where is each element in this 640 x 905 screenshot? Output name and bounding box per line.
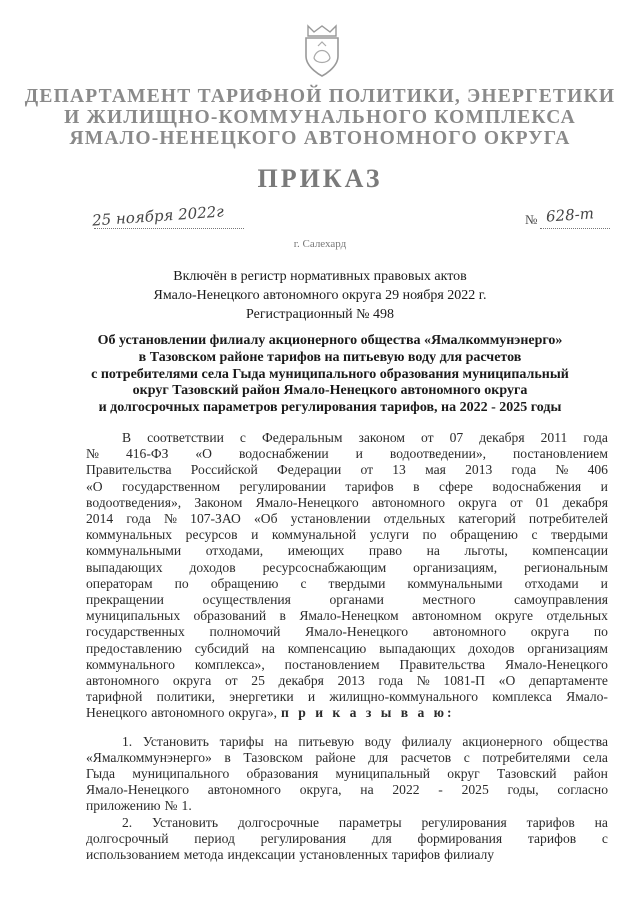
text-line: № 416-ФЗ «О водоснабжении и водоотведении», постановлением xyxy=(86,446,608,462)
date-underline xyxy=(94,228,244,229)
order-subject xyxy=(40,333,620,417)
text-line: тарифной политики, энергетики и жилищно-коммунального комплекса Ямало- xyxy=(86,689,608,705)
document-title: ПРИКАЗ xyxy=(257,164,383,193)
department-line: И ЖИЛИЩНО-КОММУНАЛЬНОГО КОМПЛЕКСА xyxy=(64,107,576,128)
handwritten-number: 628-т xyxy=(545,204,595,226)
text-line: 1. Установить тарифы на питьевую воду филиалу акционерного общества xyxy=(122,733,608,749)
text-line: коммунального комплекса», постановлением Правительства Ямало-Ненецкого xyxy=(86,656,608,672)
registry-note xyxy=(0,267,640,324)
subject-line: округ Тазовский район Ямало-Ненецкого автономного округа xyxy=(132,383,528,399)
text-line: В соответствии с Федеральным законом от 07 декабря 2011 года xyxy=(122,430,608,445)
subject-line: с потребителями села Гыда муниципального образования муниципальный xyxy=(91,366,569,382)
registry-line: Ямало-Ненецкого автономного округа 29 ноября 2022 г. xyxy=(153,288,487,303)
department-line: ЯМАЛО-НЕНЕЦКОГО АВТОНОМНОГО ОКРУГА xyxy=(69,128,571,149)
text-line: предоставлению субсидий на компенсацию выпадающих доходов организациям xyxy=(86,640,608,656)
text-line: приложению № 1. xyxy=(86,798,192,814)
text-line: «Ямалкоммунэнерго» в Тазовском районе для расчетов с потребителями села xyxy=(86,749,608,765)
text-line: прекращении осуществления органами местного самоуправления xyxy=(86,592,608,608)
text-line: операторам по обращению с твердыми коммунальными отходами и xyxy=(86,575,608,591)
order-item-2 xyxy=(86,815,608,864)
registry-line: Регистрационный № 498 xyxy=(246,307,394,322)
text-line: государственных полномочий Ямало-Ненецкого автономного округа по xyxy=(86,624,608,640)
text-line: 2. Установить долгосрочные параметры регулирования тарифов на xyxy=(122,814,608,830)
text-line: долгосрочный период регулирования для формирования тарифов с xyxy=(86,830,608,846)
subject-line: и долгосрочных параметров регулирования тарифов, на 2022 - 2025 годы xyxy=(98,400,562,416)
subject-line: в Тазовском районе тарифов на питьевую воду для расчетов xyxy=(138,349,522,365)
text-line: 2014 года № 107-ЗАО «Об установлении отдельных категорий потребителей xyxy=(86,511,608,527)
order-item-1 xyxy=(86,734,608,815)
city: г. Салехард xyxy=(293,238,347,250)
preamble-paragraph xyxy=(86,430,608,722)
order-body xyxy=(86,430,608,863)
department-line: ДЕПАРТАМЕНТ ТАРИФНОЙ ПОЛИТИКИ, ЭНЕРГЕТИКИ xyxy=(24,86,616,107)
coat-of-arms-icon xyxy=(300,22,344,78)
text-line: Правительства Российской Федерации от 13 мая 2013 года № 406 xyxy=(86,462,608,478)
text-line: коммунальными отходами, имеющих право на льготы, компенсации xyxy=(86,543,608,559)
text-line: Ненецкого автономного округа», п р и к а з ы в а ю: xyxy=(86,705,455,721)
text-line: водоотведения», Законом Ямало-Ненецкого автономного округа от 01 декабря xyxy=(86,494,608,510)
department-header xyxy=(20,86,620,149)
text-line: Ямало-Ненецкого автономного округа, на 2022 - 2025 годы, согласно xyxy=(86,782,608,798)
text-line: Гыда муниципального образования муниципальный округ Тазовский район xyxy=(86,766,608,782)
text-line: автономного округа от 25 декабря 2013 года № 1081-П «О департаменте xyxy=(86,673,608,689)
number-underline xyxy=(540,228,610,229)
text-line: выпадающих доходов ресурсоснабжающим организациям, региональным xyxy=(86,559,608,575)
number-label: № xyxy=(525,212,538,227)
orders-word: п р и к а з ы в а ю: xyxy=(281,705,455,721)
text-line: «О государственном регулировании тарифов в сфере водоснабжения и xyxy=(86,478,608,494)
registry-line: Включён в регистр нормативных правовых актов xyxy=(173,269,467,284)
text-line: коммунальных ресурсов и коммунальной услуги по обращению с твердыми xyxy=(86,527,608,543)
handwritten-date: 25 ноября 2022г xyxy=(91,202,225,230)
subject-line: Об установлении филиалу акционерного общества «Ямалкоммунэнерго» xyxy=(97,333,563,348)
text-line: муниципальных образований в Ямало-Ненецком автономном округе отдельных xyxy=(86,608,608,624)
text-line: использованием метода индексации установленных тарифов филиалу xyxy=(86,847,495,863)
